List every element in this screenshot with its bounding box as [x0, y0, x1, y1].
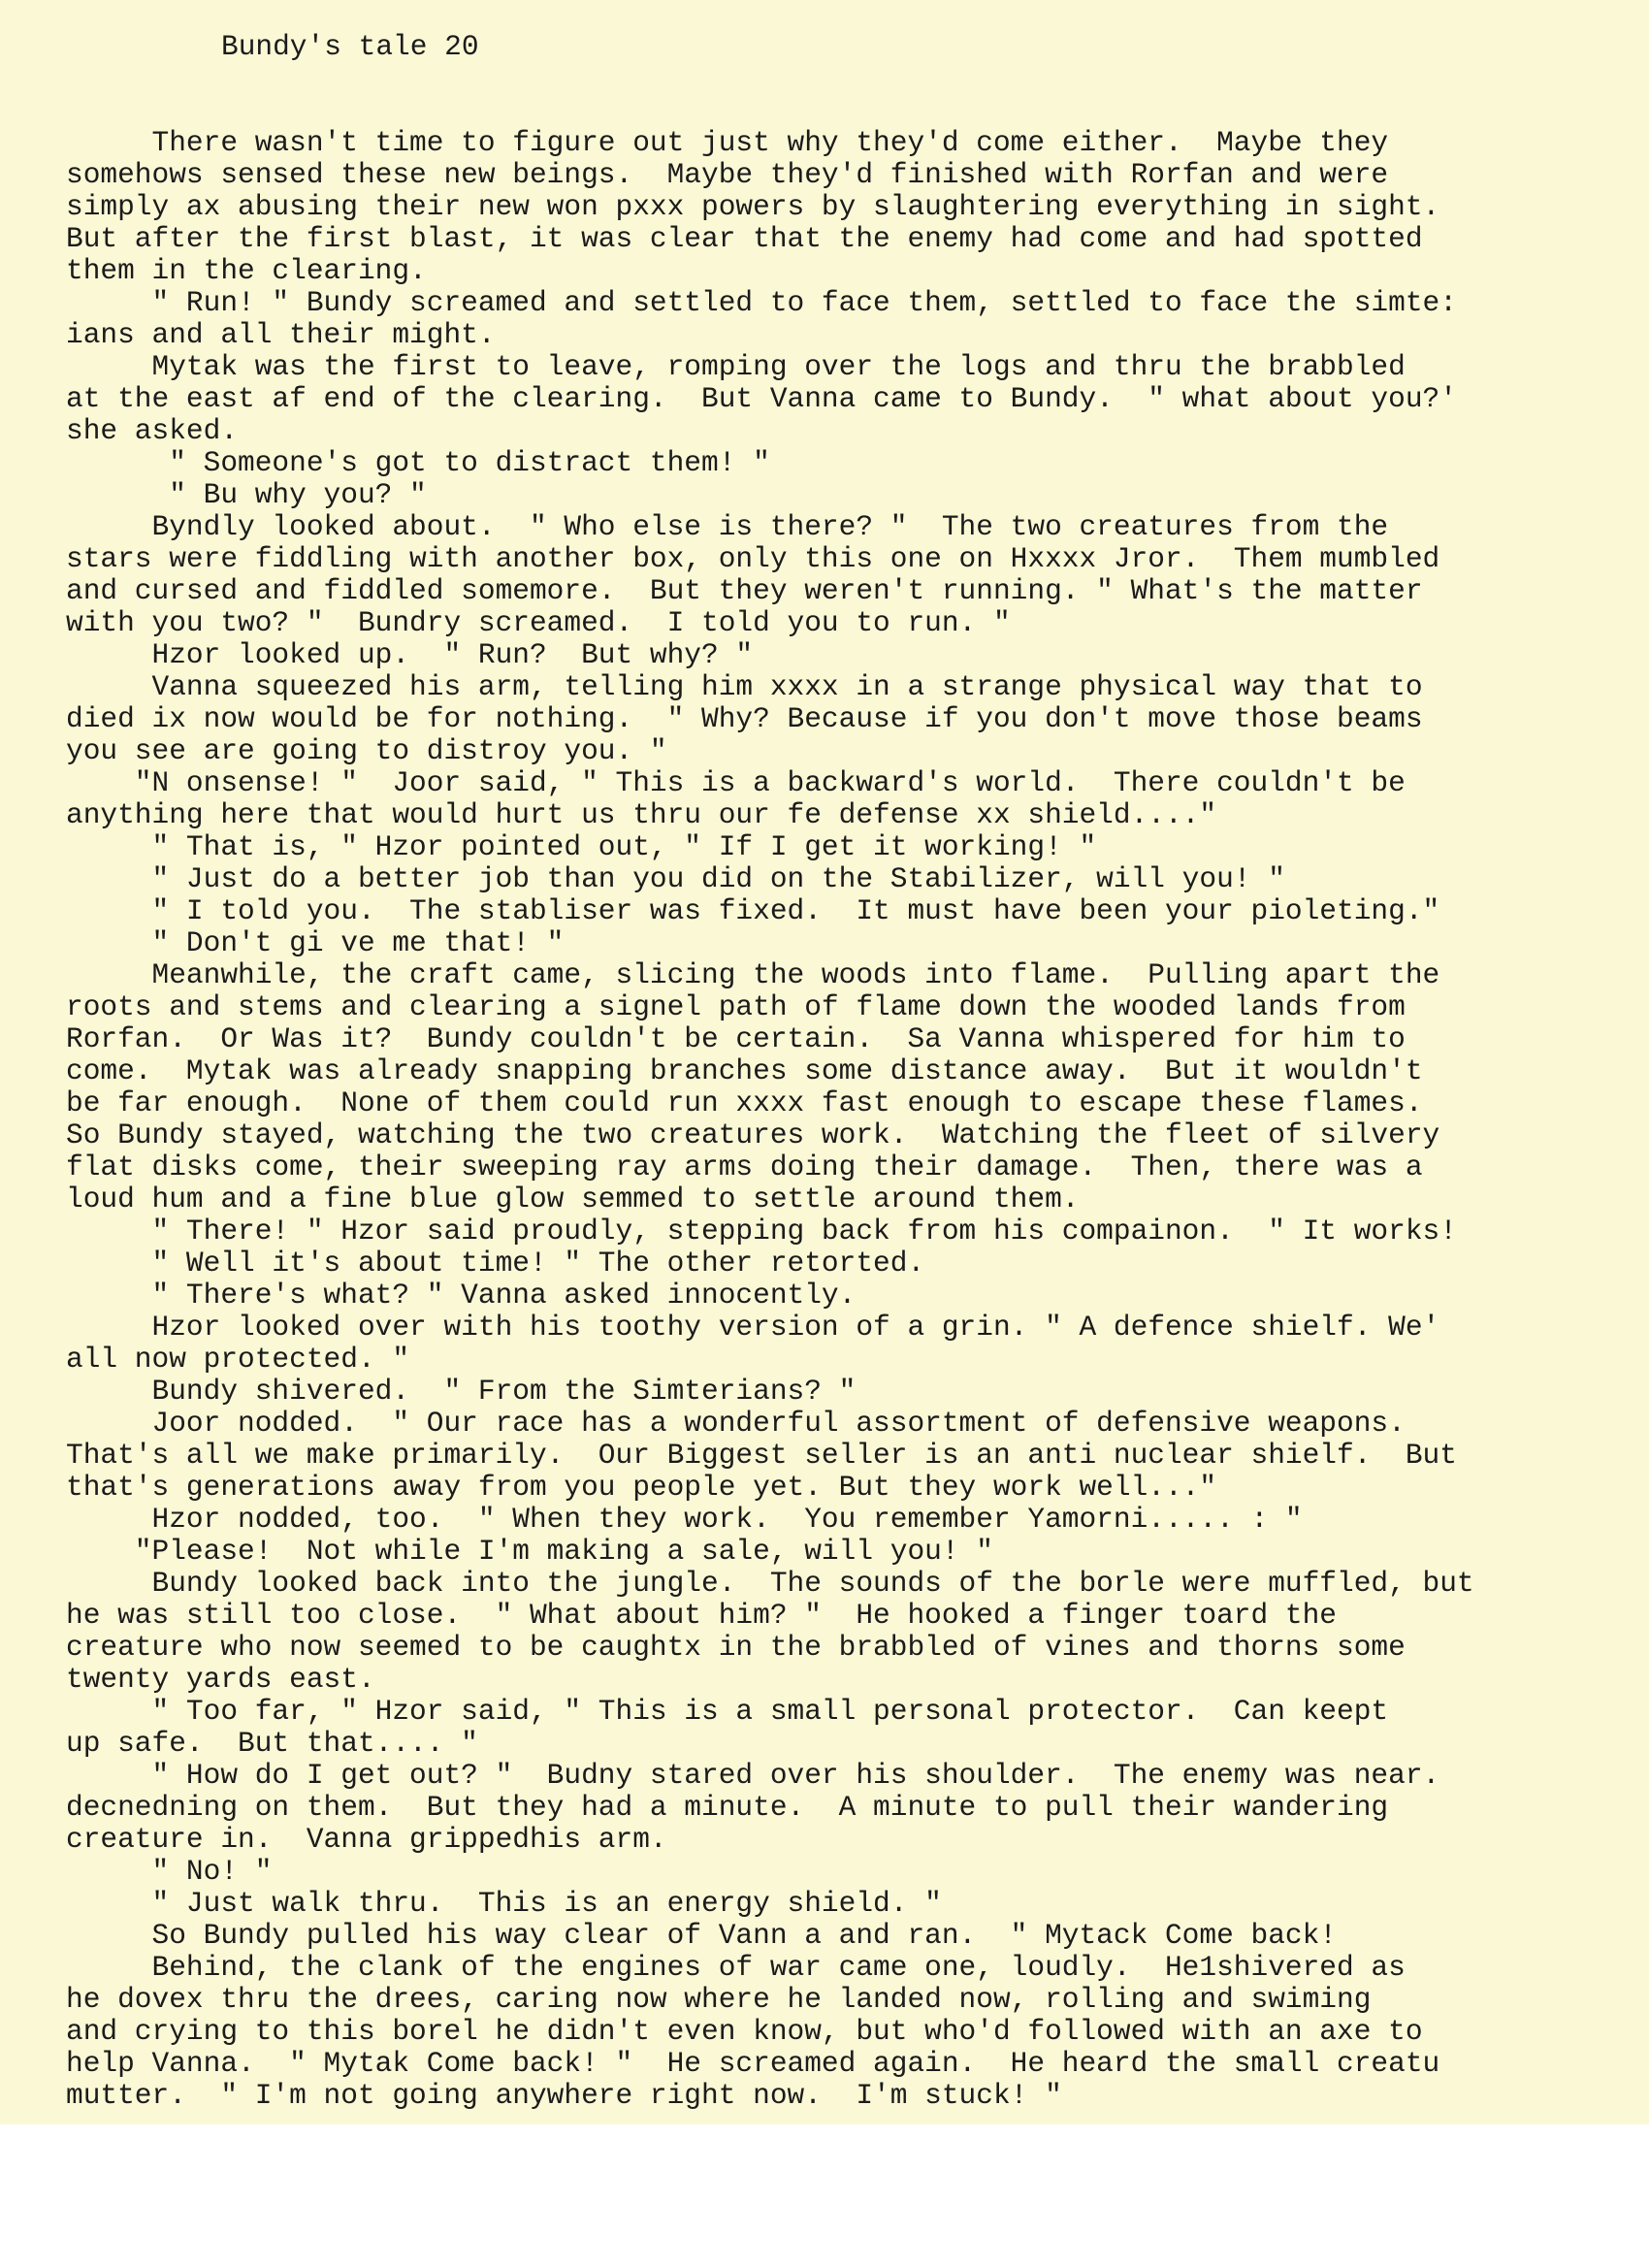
text-line: " There's what? " Vanna asked innocently. [66, 1279, 857, 1312]
text-line: died ix now would be for nothing. " Why? Because if you don't move those beams [66, 702, 1423, 735]
text-line: loud hum and a fine blue glow semmed to settle around them. [66, 1183, 1080, 1215]
text-line: help Vanna. " Mytak Come back! " He screamed again. He heard the small creatu [66, 2047, 1440, 2080]
text-line: Hzor looked over with his toothy version of a grin. " A defence shielf. We' [66, 1311, 1440, 1344]
text-line: be far enough. None of them could run xxxx fast enough to escape these flames. [66, 1086, 1423, 1119]
text-line: Meanwhile, the craft came, slicing the woods into flame. Pulling apart the [66, 958, 1440, 991]
text-line: Hzor looked up. " Run? But why? " [66, 638, 754, 671]
text-line: you see are going to distroy you. " [66, 734, 667, 767]
text-line: up safe. But that.... " [66, 1727, 478, 1760]
text-line: with you two? " Bundry screamed. I told you to run. " [66, 606, 1011, 639]
text-line: ians and all their might. [66, 318, 496, 351]
text-line: he dovex thru the drees, caring now where he landed now, rolling and swiming [66, 1983, 1372, 2016]
text-line: " Just walk thru. This is an energy shield. " [66, 1887, 942, 1920]
text-line: But after the first blast, it was clear that the enemy had come and had spotted [66, 222, 1423, 255]
text-line: roots and stems and clearing a signel path of flame down the wooded lands from [66, 990, 1406, 1023]
text-line: Rorfan. Or Was it? Bundy couldn't be certain. Sa Vanna whispered for him to [66, 1022, 1406, 1055]
text-line: " I told you. The stabliser was fixed. It must have been your pioleting." [66, 894, 1440, 927]
text-line: mutter. " I'm not going anywhere right now. I'm stuck! " [66, 2079, 1062, 2112]
text-line: he was still too close. " What about him? " He hooked a finger toard the [66, 1599, 1338, 1632]
text-line: and crying to this borel he didn't even know, but who'd followed with an axe to [66, 2015, 1423, 2048]
text-line: So Bundy stayed, watching the two creatures work. Watching the fleet of silvery [66, 1118, 1440, 1151]
text-line: " That is, " Hzor pointed out, " If I get it working! " [66, 830, 1097, 863]
text-line: " How do I get out? " Budny stared over his shoulder. The enemy was near. [66, 1759, 1440, 1792]
story-text [66, 127, 1474, 2112]
text-line: flat disks come, their sweeping ray arms doing their damage. Then, there was a [66, 1150, 1423, 1183]
text-line: " Bu why you? " [66, 478, 427, 511]
text-line: So Bundy pulled his way clear of Vann a and ran. " Mytack Come back! [66, 1919, 1338, 1952]
text-line: creature who now seemed to be caughtx in the brabbled of vines and thorns some [66, 1631, 1406, 1664]
text-line: " Well it's about time! " The other retorted. [66, 1247, 925, 1280]
text-line: Behind, the clank of the engines of war came one, loudly. He1shivered as [66, 1951, 1406, 1984]
text-line: "Please! Not while I'm making a sale, will you! " [66, 1535, 993, 1568]
text-line: and cursed and fiddled somemore. But they weren't running. " What's the matter [66, 574, 1423, 607]
text-line: " Too far, " Hzor said, " This is a small personal protector. Can keept [66, 1695, 1389, 1728]
text-line: "N onsense! " Joor said, " This is a backward's world. There couldn't be [66, 766, 1406, 799]
text-line: Bundy shivered. " From the Simterians? " [66, 1375, 857, 1408]
text-line: she asked. [66, 414, 239, 447]
text-line: Joor nodded. " Our race has a wonderful assortment of defensive weapons. [66, 1407, 1406, 1440]
text-line: That's all we make primarily. Our Biggest seller is an anti nuclear shielf. But [66, 1439, 1457, 1472]
text-line: There wasn't time to figure out just why they'd come either. Maybe they [66, 126, 1389, 159]
text-line: at the east af end of the clearing. But Vanna came to Bundy. " what about you?' [66, 382, 1457, 415]
text-line: " There! " Hzor said proudly, stepping back from his compainon. " It works! [66, 1215, 1457, 1247]
text-line: decnedning on them. But they had a minute. A minute to pull their wandering [66, 1791, 1389, 1824]
text-line: somehows sensed these new beings. Maybe they'd finished with Rorfan and were [66, 158, 1389, 191]
text-line: " No! " [66, 1855, 273, 1888]
text-line: them in the clearing. [66, 254, 427, 287]
text-line: stars were fiddling with another box, only this one on Hxxxx Jror. Them mumbled [66, 542, 1440, 575]
text-line: Vanna squeezed his arm, telling him xxxx in a strange physical way that to [66, 670, 1423, 703]
text-line: Mytak was the first to leave, romping over the logs and thru the brabbled [66, 350, 1406, 383]
text-line: anything here that would hurt us thru our fe defense xx shield...." [66, 798, 1217, 831]
text-line: that's generations away from you people yet. But they work well..." [66, 1471, 1217, 1504]
page-header: Bundy's tale 20 [221, 30, 479, 63]
text-line: " Run! " Bundy screamed and settled to face them, settled to face the simte: [66, 286, 1457, 319]
text-line: Bundy looked back into the jungle. The sounds of the borle were muffled, but [66, 1567, 1474, 1600]
text-line: " Just do a better job than you did on the Stabilizer, will you! " [66, 862, 1285, 895]
text-line: " Someone's got to distract them! " [66, 446, 770, 479]
text-line: all now protected. " [66, 1343, 410, 1376]
text-line: creature in. Vanna grippedhis arm. [66, 1823, 667, 1856]
text-line: come. Mytak was already snapping branches some distance away. But it wouldn't [66, 1054, 1423, 1087]
text-line: " Don't gi ve me that! " [66, 926, 565, 959]
text-line: Hzor nodded, too. " When they work. You remember Yamorni..... : " [66, 1503, 1303, 1536]
text-line: twenty yards east. [66, 1663, 375, 1696]
text-line: simply ax abusing their new won pxxx powers by slaughtering everything in sight. [66, 190, 1440, 223]
text-line: Byndly looked about. " Who else is there? " The two creatures from the [66, 510, 1389, 543]
